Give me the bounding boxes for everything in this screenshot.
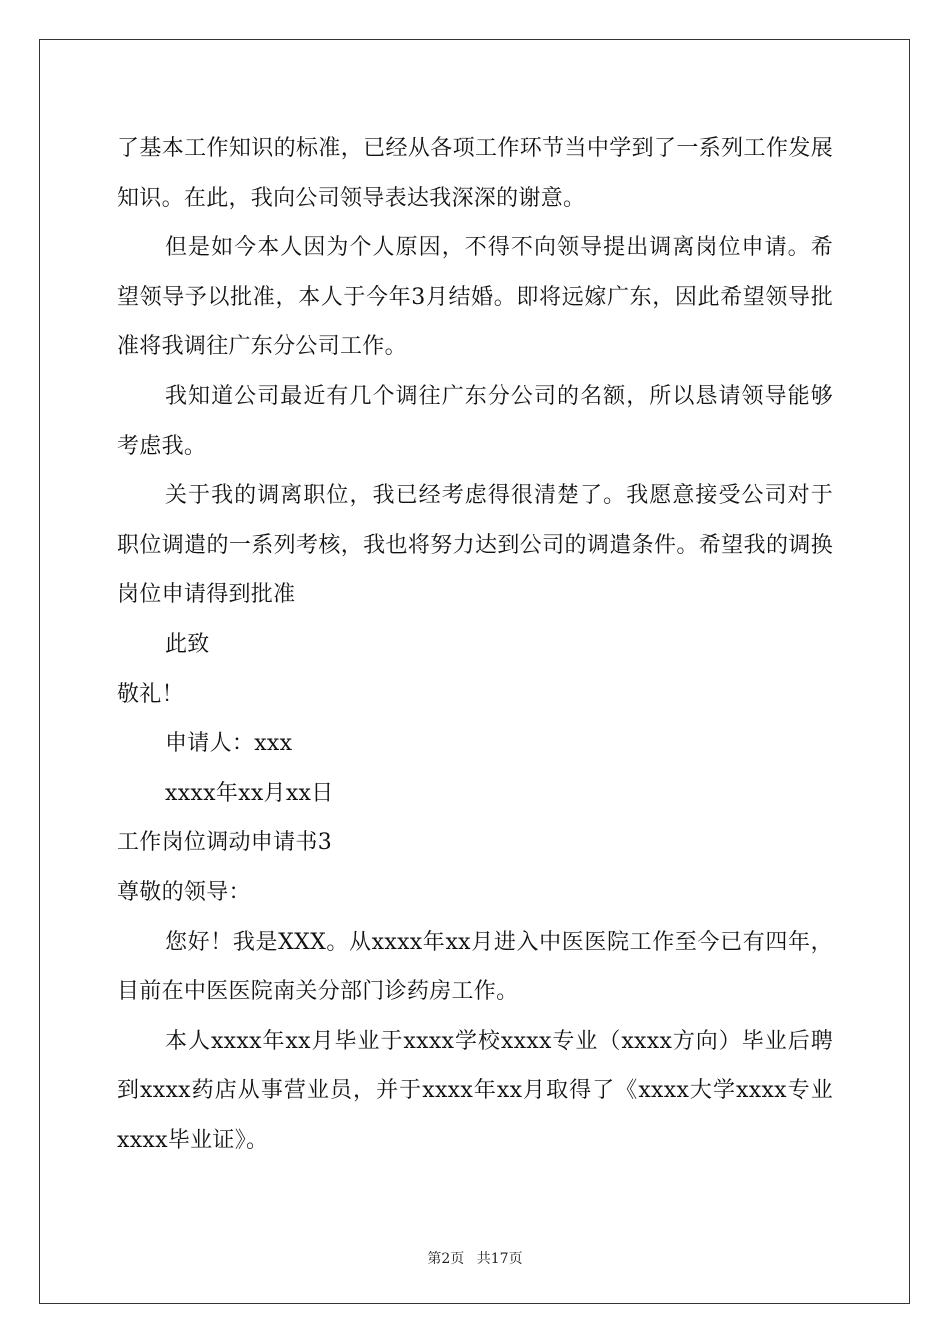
closing-regards: 敬礼！ bbox=[117, 681, 184, 707]
date-line: xxxx年xx月xx日 bbox=[165, 780, 334, 806]
page-total: 共17页 bbox=[476, 1251, 523, 1267]
document-body bbox=[117, 124, 833, 1165]
paragraph-1: 了基本工作知识的标准，已经从各项工作环节当中学到了一系列工作发展知识。在此，我向公司领导表达我深深的谢意。 bbox=[117, 136, 833, 211]
paragraph-3: 我知道公司最近有几个调往广东分公司的名额，所以恳请领导能够考虑我。 bbox=[117, 383, 833, 459]
greeting: 尊敬的领导： bbox=[117, 879, 251, 905]
applicant-line: 申请人：xxx bbox=[165, 731, 293, 757]
closing-salutation: 此致 bbox=[165, 631, 210, 657]
paragraph-background: 本人xxxx年xx月毕业于xxxx学校xxxx专业（xxxx方向）毕业后聘到xxxx药店从事营业员，并于xxxx年xx月取得了《xxxx大学xxxx专业xxxx毕业证》。 bbox=[117, 1028, 833, 1153]
paragraph-2: 但是如今本人因为个人原因，不得不向领导提出调离岗位申请。希望领导予以批准，本人于今年3月结婚。即将远嫁广东，因此希望领导批准将我调往广东分公司工作。 bbox=[117, 235, 833, 360]
page-number: 第2页 bbox=[427, 1251, 465, 1267]
page-footer bbox=[0, 1248, 950, 1268]
section-title: 工作岗位调动申请书3 bbox=[117, 830, 332, 856]
paragraph-4: 关于我的调离职位，我已经考虑得很清楚了。我愿意接受公司对于职位调遣的一系列考核，我也将努力达到公司的调遣条件。希望我的调换岗位申请得到批准 bbox=[117, 483, 833, 608]
paragraph-intro: 您好！我是XXX。从xxxx年xx月进入中医医院工作至今已有四年，目前在中医医院南关分部门诊药房工作。 bbox=[117, 929, 833, 1005]
